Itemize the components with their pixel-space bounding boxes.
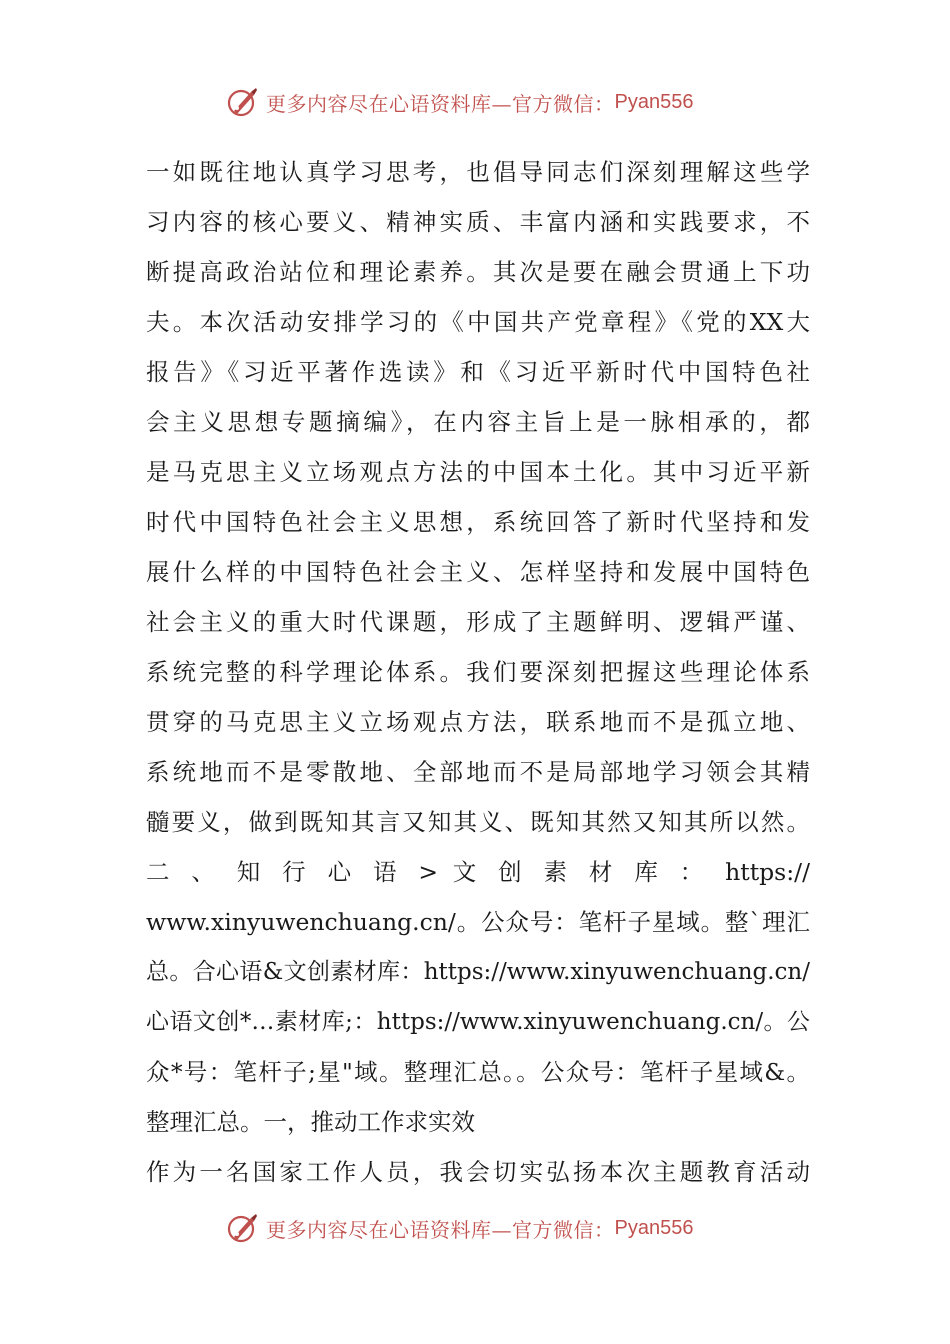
pen-logo-icon: [226, 1211, 260, 1245]
header-banner-text: 更多内容尽在心语资料库—官方微信：: [266, 91, 615, 116]
document-body: [146, 147, 810, 1197]
text-line: 展什么样的中国特色社会主义、怎样坚持和发展中国特色: [146, 558, 810, 586]
text-line: 社会主义的重大时代课题，形成了主题鲜明、逻辑严谨、: [146, 608, 810, 636]
footer-banner: [226, 1210, 746, 1246]
footer-banner-id: Pyan556: [614, 1216, 694, 1239]
text-line: 众*号：笔杆子;星"域。整理汇总。。公众号：笔杆子星域&。: [146, 1058, 810, 1086]
text-line: 会主义思想专题摘编》，在内容主旨上是一脉相承的，都: [146, 408, 810, 436]
text-line: 总。合心语&文创素材库：https://www.xinyuwenchuang.cn/: [146, 959, 810, 985]
section-heading: 整理汇总。一，推动工作求实效: [146, 1108, 475, 1136]
text-line: 系统地而不是零散地、全部地而不是局部地学习领会其精: [146, 758, 810, 786]
text-line: 贯穿的马克思主义立场观点方法，联系地而不是孤立地、: [146, 708, 810, 736]
header-banner: [226, 84, 746, 120]
footer-banner-text: 更多内容尽在心语资料库—官方微信：: [266, 1217, 615, 1242]
text-line: 报告》《习近平著作选读》和《习近平新时代中国特色社: [146, 358, 810, 386]
text-line: 是马克思主义立场观点方法的中国本土化。其中习近平新: [146, 458, 810, 486]
pen-logo-icon: [226, 85, 260, 119]
text-line: 系统完整的科学理论体系。我们要深刻把握这些理论体系: [146, 658, 810, 686]
text-line: 习内容的核心要义、精神实质、丰富内涵和实践要求，不: [146, 208, 810, 236]
text-line: www.xinyuwenchuang.cn/。公众号：笔杆子星域。整`理汇: [146, 908, 810, 936]
text-line: 夫。本次活动安排学习的《中国共产党章程》《党的XX大: [146, 308, 810, 336]
text-line: 时代中国特色社会主义思想，系统回答了新时代坚持和发: [146, 508, 810, 536]
text-line: 二 、 知 行 心 语 > 文 创 素 材 库 ： https://: [146, 858, 810, 886]
header-banner-id: Pyan556: [614, 90, 694, 113]
text-line: 断提高政治站位和理论素养。其次是要在融会贯通上下功: [146, 258, 810, 286]
text-line: 髓要义，做到既知其言又知其义、既知其然又知其所以然。: [146, 808, 810, 836]
text-line: 作为一名国家工作人员，我会切实弘扬本次主题教育活动: [146, 1158, 810, 1186]
text-line: 心语文创*…素材库;：https://www.xinyuwenchuang.cn/。公: [146, 1009, 810, 1035]
text-line: 一如既往地认真学习思考，也倡导同志们深刻理解这些学: [146, 158, 810, 186]
